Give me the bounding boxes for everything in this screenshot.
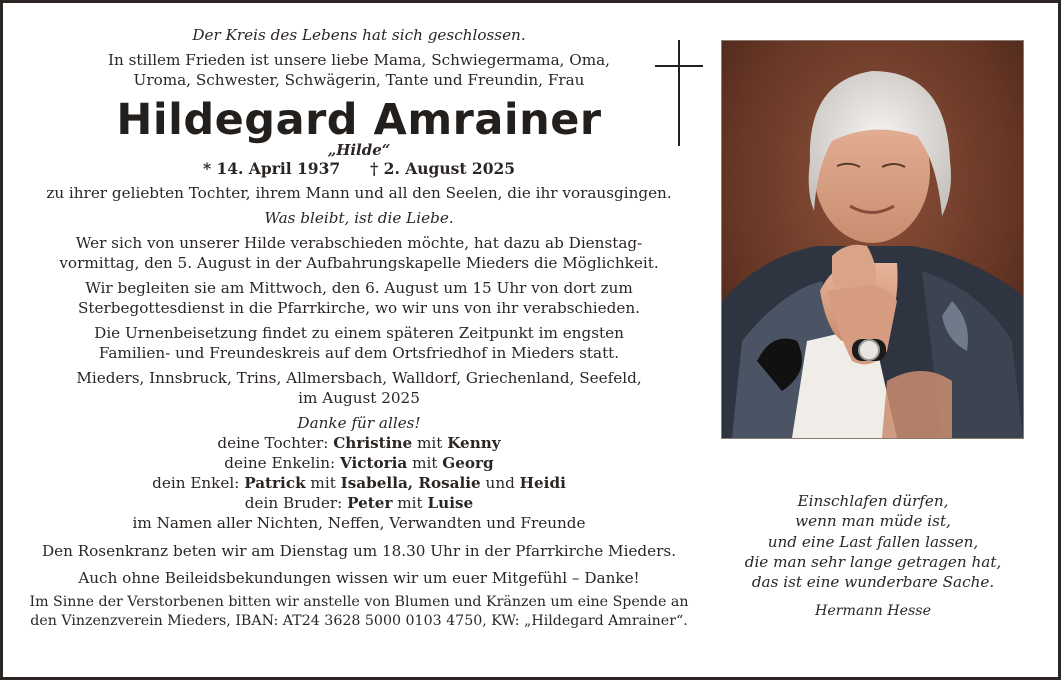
beloved-line: zu ihrer geliebten Tochter, ihrem Mann und all den Seelen, die ihr vorausgingen. (46, 184, 672, 202)
relative-name: Peter (347, 494, 393, 512)
quote-line-3: und eine Last fallen lassen, (767, 532, 979, 551)
portrait-illustration (722, 41, 1023, 438)
relative-name: Heidi (519, 474, 566, 492)
nickname: „Hilde“ (327, 141, 391, 159)
relative-name: Victoria (339, 454, 408, 472)
connector: mit (392, 494, 428, 512)
farewell-line-1: Wer sich von unserer Hilde verabschieden möchte, hat dazu ab Dienstag- (75, 234, 643, 252)
thanks-line: Danke für alles! (297, 414, 421, 432)
birth-date: * 14. April 1937 (202, 159, 341, 178)
relative-name: Luise (427, 494, 474, 512)
relative-name: Georg (442, 454, 494, 472)
peace-line-2: Uroma, Schwester, Schwägerin, Tante und Freundin, Frau (133, 71, 585, 89)
connector: und (480, 474, 520, 492)
quote-line-2: wenn man müde ist, (795, 512, 951, 531)
rosary-line: Den Rosenkranz beten wir am Dienstag um 18.30 Uhr in der Pfarrkirche Mieders. (41, 542, 677, 560)
relative-name: Christine (333, 434, 413, 452)
family-daughter (23, 433, 695, 453)
cross-icon (655, 40, 703, 148)
connector: mit (407, 454, 443, 472)
deceased-name: Hildegard Amrainer (116, 95, 602, 145)
portrait-photo (721, 40, 1024, 439)
date-line: im August 2025 (298, 389, 420, 407)
relation-label: deine Tochter: (217, 434, 334, 452)
urn-line-2: Familien- und Freundeskreis auf dem Ortsfriedhof in Mieders statt. (98, 344, 620, 362)
relation-label: deine Enkelin: (224, 454, 340, 472)
cross-horizontal (655, 65, 703, 67)
cross-vertical (678, 40, 680, 146)
family-others: im Namen aller Nichten, Neffen, Verwandten und Freunde (132, 514, 586, 532)
quote-author: Hermann Hesse (815, 603, 931, 620)
intro-line: Der Kreis des Lebens hat sich geschlossen. (192, 26, 526, 44)
death-date: † 2. August 2025 (370, 159, 516, 178)
relative-name: Isabella, Rosalie (340, 474, 481, 492)
life-dates (23, 158, 695, 180)
quote-line-5: das ist eine wunderbare Sache. (751, 573, 995, 592)
love-line: Was bleibt, ist die Liebe. (264, 209, 454, 227)
quote-line-1: Einschlafen dürfen, (797, 492, 949, 510)
urn-line-1: Die Urnenbeisetzung findet zu einem späteren Zeitpunkt im engsten (94, 324, 624, 342)
connector: mit (305, 474, 341, 492)
connector: mit (412, 434, 448, 452)
relative-name: Kenny (447, 434, 501, 452)
relation-label: dein Enkel: (152, 474, 245, 492)
family-grandson (23, 473, 695, 493)
hesse-quote (718, 491, 1028, 622)
family-brother (23, 493, 695, 513)
relation-label: dein Bruder: (244, 494, 348, 512)
condolence-line: Auch ohne Beileidsbekundungen wissen wir um euer Mitgefühl – Danke! (78, 569, 640, 587)
donation-line-2: den Vinzenzverein Mieders, IBAN: AT24 3628 5000 0103 4750, KW: „Hildegard Amrainer“. (30, 613, 688, 629)
family-granddaughter (23, 453, 695, 473)
places-line: Mieders, Innsbruck, Trins, Allmersbach, Walldorf, Griechenland, Seefeld, (76, 369, 642, 387)
quote-line-4: die man sehr lange getragen hat, (744, 552, 1002, 571)
notice-text-column (23, 25, 695, 631)
donation-line-1: Im Sinne der Verstorbenen bitten wir anstelle von Blumen und Kränzen um eine Spende an (29, 594, 689, 610)
service-line-2: Sterbegottesdienst in die Pfarrkirche, wo wir uns von ihr verabschieden. (78, 299, 640, 317)
peace-line-1: In stillem Frieden ist unsere liebe Mama, Schwiegermama, Oma, (107, 51, 611, 69)
relative-name: Patrick (244, 474, 306, 492)
farewell-line-2: vormittag, den 5. August in der Aufbahrungskapelle Mieders die Möglichkeit. (59, 254, 659, 272)
service-line-1: Wir begleiten sie am Mittwoch, den 6. August um 15 Uhr von dort zum (85, 279, 633, 297)
